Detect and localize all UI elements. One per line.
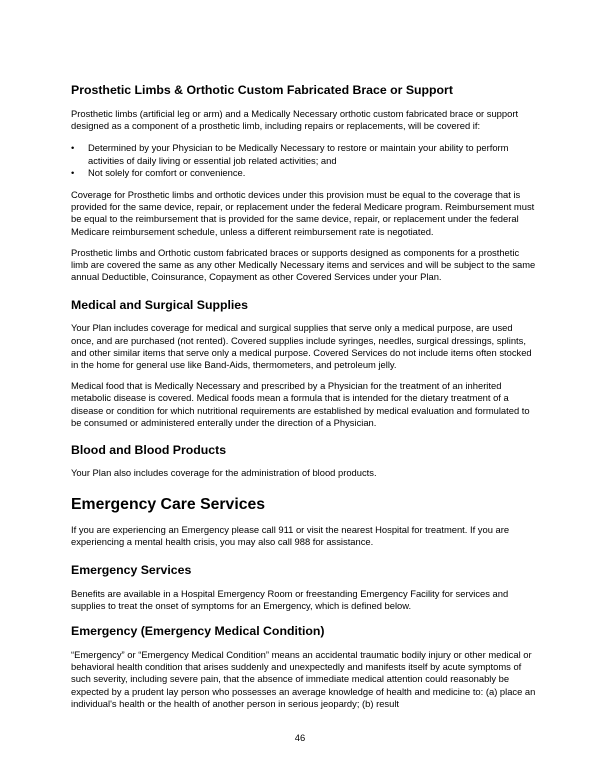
section-heading-emergency-condition: Emergency (Emergency Medical Condition) [71, 624, 325, 639]
paragraph: Coverage for Prosthetic limbs and orthotic devices under this provision must be equal to the coverage that is provided for the same device, repair, or replacement under the federal Medicare program. Reimbursement must be equal to the reimbursement that is provided for the same device, repair, or replacement under the federal Medicare reimbursement schedule, unless a different reimbursement rate is negotiated. [71, 189, 535, 237]
paragraph: Your Plan includes coverage for medical and surgical supplies that serve only a medical purpose, are used once, and are purchased (not rented). Covered supplies include syringes, needles, surgical dressings, splints, and other similar items that serve only a medical purpose. Covered Services do not include items often stocked in the home for general use like Band-Aids, thermometers, and petroleum jelly. [71, 322, 532, 371]
paragraph: Prosthetic limbs and Orthotic custom fabricated braces or supports designed as components for a prosthetic limb are covered the same as any other Medically Necessary items and services and will be subject to the same annual Deductible, Coinsurance, Copayment as other Covered Services under your Plan. [71, 246, 536, 283]
paragraph: Prosthetic limbs (artificial leg or arm) and a Medically Necessary orthotic custom fabricated brace or support designed as a component of a prosthetic limb, including repairs or replacements, will be covered if: [71, 108, 519, 132]
section-heading-prosthetic: Prosthetic Limbs & Orthotic Custom Fabricated Brace or Support [71, 83, 453, 97]
bullet-icon: • [71, 166, 75, 178]
section-heading-blood: Blood and Blood Products [71, 443, 227, 458]
bullet-icon: • [71, 142, 75, 154]
paragraph: Benefits are available in a Hospital Emergency Room or freestanding Emergency Facility for services and supplies to treat the onset of symptoms for an Emergency, which is defined below. [71, 587, 509, 611]
paragraph: Your Plan also includes coverage for the administration of blood products. [71, 467, 377, 479]
paragraph: “Emergency” or “Emergency Medical Condition” means an accidental traumatic bodily injury or other medical or behavioral health condition that arises suddenly and unexpectedly and manifests itself by acute symptoms of such severity, including severe pain, that the absence of immediate medical attention could reasonably be expected by a prudent lay person who possesses an average knowledge of health and medicine to: (a) place an individual's health or the health of another person in serious jeopardy; (b) result [71, 649, 536, 709]
paragraph: If you are experiencing an Emergency please call 911 or visit the nearest Hospital for treatment. If you are experiencing a mental health crisis, you may also call 988 for assistance. [71, 524, 510, 548]
chapter-heading-emergency-care: Emergency Care Services [71, 496, 266, 514]
list-item: • Determined by your Physician to be Medically Necessary to restore or maintain your ability to perform activities of daily living or essential job related activities; and [71, 142, 509, 166]
page-number: 46 [294, 732, 306, 743]
section-heading-emergency-services: Emergency Services [71, 562, 192, 577]
paragraph: Medical food that is Medically Necessary and prescribed by a Physician for the treatment of an inherited metabolic disease is covered. Medical foods mean a formula that is intended for the dietary treatment of a disease or condition for which nutritional requirements are established by medical evaluation and formulated to be consumed or administered enterally under the direction of a Physician. [71, 380, 530, 428]
section-heading-supplies: Medical and Surgical Supplies [71, 298, 248, 313]
bullet-list [71, 142, 538, 179]
list-item: • Not solely for comfort or convenience. [71, 166, 246, 178]
